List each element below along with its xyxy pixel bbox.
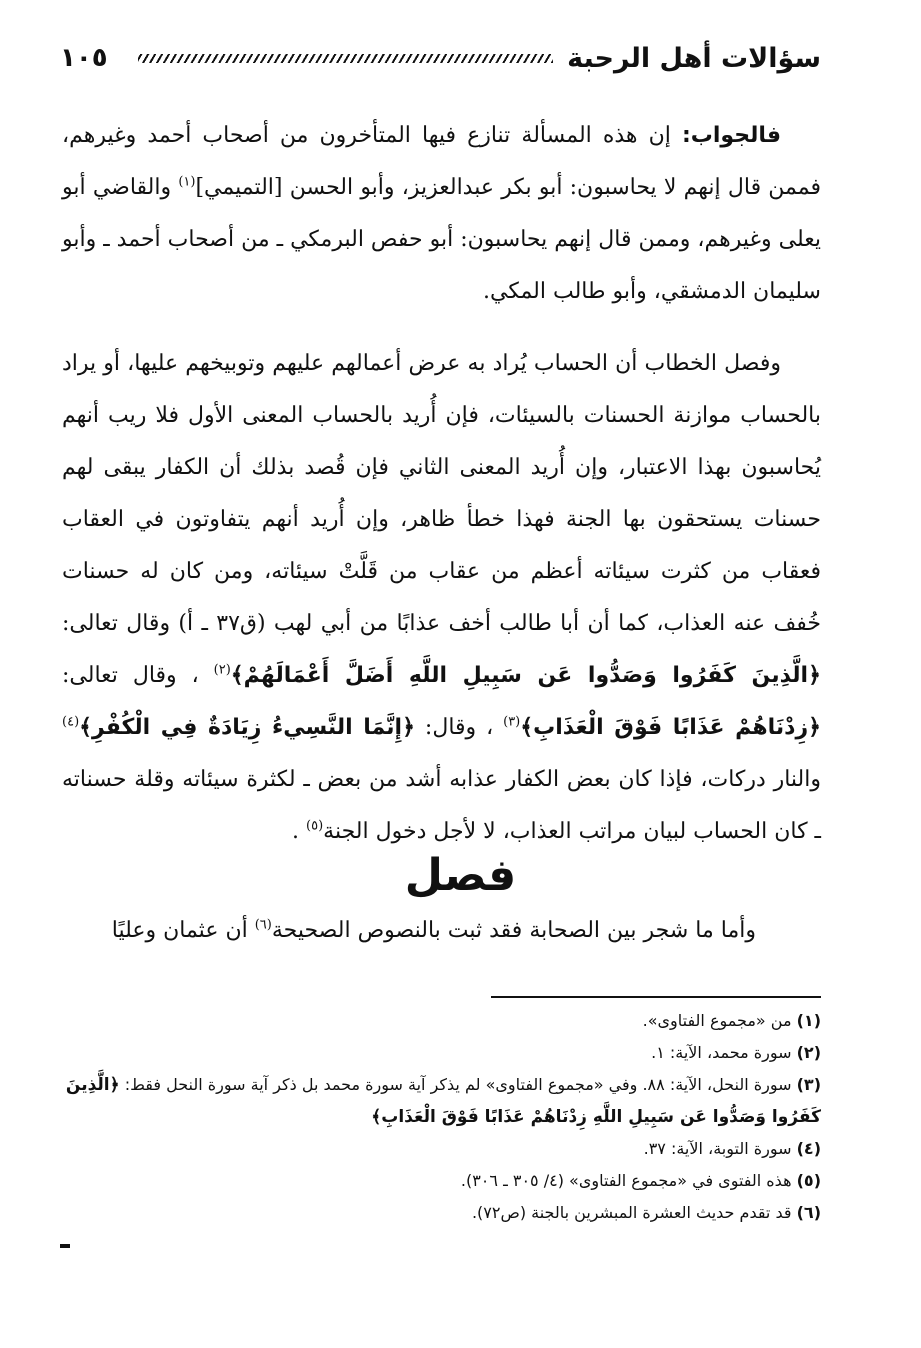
section-heading: فصل (404, 850, 517, 901)
footnote-text: قد تقدم حديث العشرة المبشرين بالجنة (ص٧٢). (471, 1203, 797, 1222)
footnote-ref-6[interactable]: (٦) (254, 917, 272, 933)
main-text (62, 110, 821, 858)
footnote-text: سورة محمد، الآية: ١. (651, 1043, 797, 1062)
footnote-1 (58, 1005, 821, 1037)
footnote-separator (491, 996, 821, 998)
footnote-4 (58, 1133, 821, 1165)
quran-verse-1: ﴿الَّذِينَ كَفَرُوا وَصَدُّوا عَن سَبِيلِ اللَّهِ أَضَلَّ أَعْمَالَهُمْ﴾ (230, 663, 821, 688)
footnote-5 (58, 1165, 821, 1197)
footnote-3 (58, 1069, 821, 1133)
footnote-ref-3[interactable]: (٣) (503, 714, 521, 730)
p2-text-c: ، وقال: (415, 715, 504, 740)
footnote-text: هذه الفتوى في «مجموع الفتاوى» (٤/ ٣٠٥ ـ ٣٠٦). (460, 1171, 797, 1190)
header-hatched-rule (138, 54, 554, 63)
footnote-number: (٦) (796, 1203, 821, 1222)
footnote-number: (٣) (796, 1075, 821, 1094)
footnote-ref-5[interactable]: (٥) (306, 818, 324, 834)
footnote-6 (58, 1197, 821, 1229)
footnote-number: (١) (796, 1011, 821, 1030)
p3-text-b: أن عثمان وعليًا (111, 918, 255, 943)
page-number: ١٠٥ (60, 43, 108, 73)
answer-lead: فالجواب: (681, 123, 781, 148)
footnote-text: سورة النحل، الآية: ٨٨. وفي «مجموع الفتاوى» لم يذكر آية سورة محمد بل ذكر آية سورة النحل فقط: (119, 1075, 797, 1094)
footnote-quran-verse: ﴿الَّذِينَ كَفَرُوا وَصَدُّوا عَن سَبِيلِ اللَّهِ زِدْنَاهُمْ عَذَابًا فَوْقَ الْعَذَابِ﴾ (65, 1075, 821, 1127)
quran-verse-2: ﴿زِدْنَاهُمْ عَذَابًا فَوْقَ الْعَذَابِ﴾ (520, 715, 822, 740)
running-title: سؤالات أهل الرحبة (567, 42, 821, 74)
p1-text-b: والقاضي أبو يعلى وغيرهم، وممن قال إنهم يحاسبون: أبو حفص البرمكي ـ من أصحاب أحمد ـ وأبو سليمان الدمشقي، وأبو طالب المكي. (62, 175, 821, 304)
footnote-number: (٢) (796, 1043, 821, 1062)
p2-text-b: ، وقال تعالى: (62, 663, 214, 688)
footnotes (58, 1005, 821, 1229)
p2-text-e: . (292, 819, 307, 844)
footnote-number: (٥) (796, 1171, 821, 1190)
page-header (60, 38, 821, 78)
paragraph-answer (62, 110, 821, 318)
footnote-ref-4[interactable]: (٤) (62, 714, 80, 730)
quran-verse-3: ﴿إِنَّمَا النَّسِيءُ زِيَادَةٌ فِي الْكُفْرِ﴾ (79, 715, 415, 740)
footnote-ref-2[interactable]: (٢) (213, 662, 231, 678)
page-corner-mark (60, 1244, 70, 1248)
footnote-ref-1[interactable]: (١) (178, 174, 196, 190)
p3-text-a: وأما ما شجر بين الصحابة فقد ثبت بالنصوص الصحيحة (271, 918, 756, 943)
paragraph-companions (62, 905, 756, 957)
p2-text-a: وفصل الخطاب أن الحساب يُراد به عرض أعمالهم عليهم وتوبيخهم عليها، أو يراد بالحساب موازنة الحسنات بالسيئات، فإن أُريد بالحساب المعنى الأول فلا ريب أنهم يُحاسبون بهذا الاعتبار، وإن أُريد المعنى الثاني فإن قُصد بذلك أن الكفار يبقى لهم حسنات يستحقون بها الجنة فهذا خطأ ظاهر، وإن أُريد أنهم يتفاوتون في العقاب فعقاب من كثرت سيئاته أعظم من عقاب من قَلَّتْ سيئاته، ومن كان له حسنات خُفف عنه العذاب، كما أن أبا طالب أخف عذابًا من أبي لهب (ق٣٧ ـ أ) وقال تعالى: (62, 351, 821, 636)
footnote-number: (٤) (796, 1139, 821, 1158)
p1-text-a: إن هذه المسألة تنازع فيها المتأخرون من أصحاب أحمد وغيرهم، فممن قال إنهم لا يحاسبون: أبو بكر عبدالعزيز، وأبو الحسن [التميمي] (62, 123, 821, 200)
paragraph-judgment (62, 338, 821, 858)
footnote-text: من «مجموع الفتاوى». (642, 1011, 797, 1030)
p2-text-d: والنار دركات، فإذا كان بعض الكفار عذابه أشد من بعض ـ لكثرة سيئاته وقلة حسناته ـ كان الحساب لبيان مراتب العذاب، لا لأجل دخول الجنة (62, 767, 821, 844)
footnote-text: سورة التوبة، الآية: ٣٧. (643, 1139, 797, 1158)
footnote-2 (58, 1037, 821, 1069)
